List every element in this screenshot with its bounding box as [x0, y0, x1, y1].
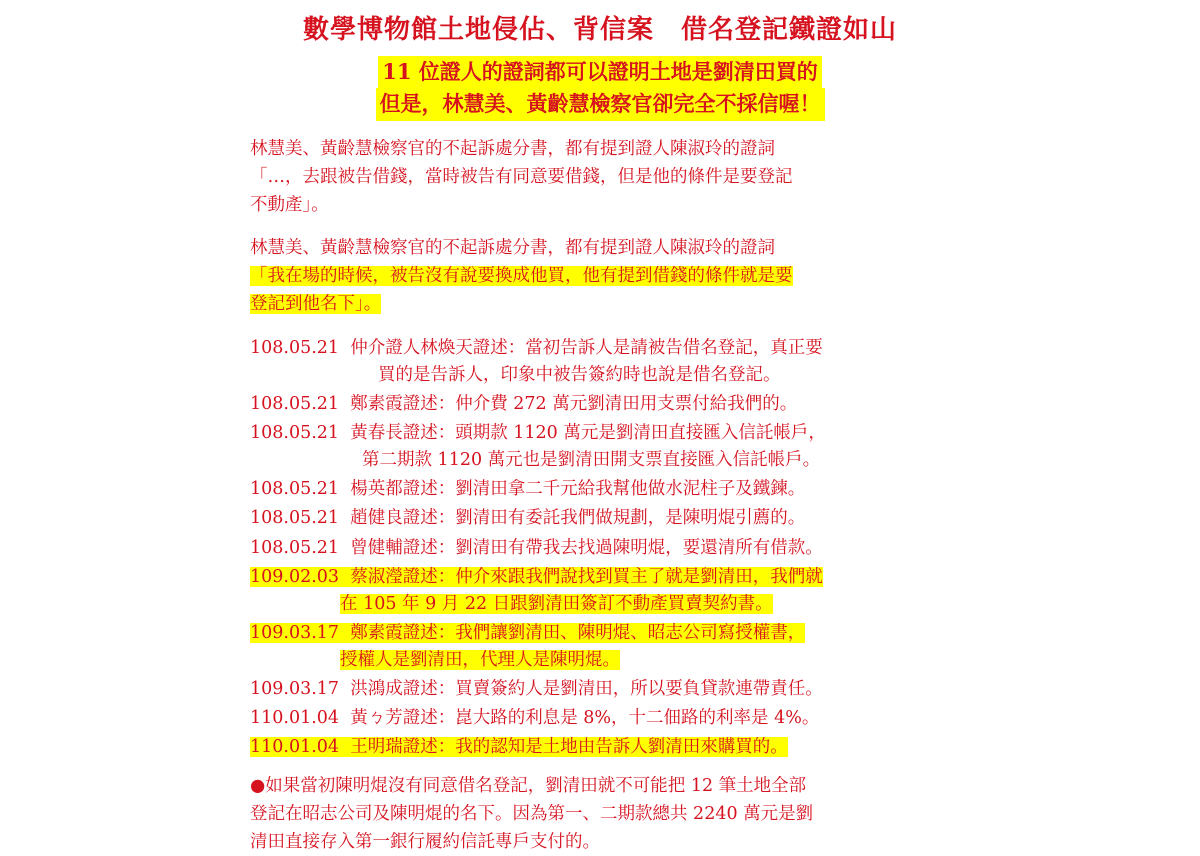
testimony-date: 109.03.17 [250, 622, 340, 643]
body-block [250, 135, 950, 856]
closing-line-2: 登記在昭志公司及陳明焜的名下。因為第一、二期款總共 2240 萬元是劉 [250, 803, 814, 824]
subtitle-block [0, 56, 1200, 121]
testimony-date: 110.01.04 [250, 708, 340, 729]
testimony-date: 108.05.21 [250, 537, 340, 558]
testimony-text: 鄭素霞證述：仲介費 272 萬元劉清田用支票付給我們的。 [350, 393, 798, 414]
testimony-date: 109.03.17 [250, 679, 340, 700]
page-title: 數學博物館土地侵佔、背信案 借名登記鐵證如山 [302, 15, 897, 45]
testimony-text: 仲介證人林煥天證述：當初告訴人是請被告借名登記，真正要 [350, 337, 823, 358]
testimony-text: 黃春長證述：頭期款 1120 萬元是劉清田直接匯入信託帳戶， [350, 423, 826, 444]
testimony-date: 108.05.21 [250, 337, 340, 358]
testimony-text: 曾健輔證述：劉清田有帶我去找過陳明焜，要還清所有借款。 [350, 537, 823, 558]
paragraph-2-line-1: 林慧美、黃齡慧檢察官的不起訴處分書，都有提到證人陳淑玲的證詞 [250, 237, 775, 258]
testimony-text: 王明瑞證述：我的認知是土地由告訴人劉清田來購買的。 [350, 737, 788, 758]
closing-line-1: ●如果當初陳明焜沒有同意借名登記，劉清田就不可能把 12 筆土地全部 [250, 775, 807, 796]
testimony-text: 鄭素霞證述：我們讓劉清田、陳明焜、昭志公司寫授權書， [350, 622, 806, 643]
closing-line-3: 清田直接存入第一銀行履約信託專戶支付的。 [250, 831, 600, 852]
testimony-date: 108.05.21 [250, 508, 340, 529]
testimony-text-cont: 第二期款 1120 萬元也是劉清田開支票直接匯入信託帳戶。 [362, 450, 821, 471]
list-item [250, 535, 950, 562]
testimony-text-cont: 在 105 年 9 月 22 日跟劉清田簽訂不動產買賣契約書。 [340, 593, 773, 614]
list-item [250, 734, 950, 761]
testimony-date: 108.05.21 [250, 479, 340, 500]
subtitle-line-1: 11 位證人的證詞都可以證明土地是劉清田買的 [378, 56, 822, 88]
paragraph-1-line-2: 「…，去跟被告借錢，當時被告有同意要借錢，但是他的條件是要登記 [250, 167, 793, 188]
list-item [250, 476, 950, 503]
document-page [0, 14, 1200, 852]
paragraph-2-line-2: 「我在場的時候，被告沒有說要換成他買，他有提到借錢的條件就是要 [250, 266, 793, 287]
testimony-date: 108.05.21 [250, 393, 340, 414]
list-item [250, 564, 950, 618]
testimony-date: 110.01.04 [250, 737, 340, 758]
list-item [250, 335, 950, 389]
testimony-text: 楊英都證述：劉清田拿二千元給我幫他做水泥柱子及鐵鍊。 [350, 479, 806, 500]
testimony-date: 109.02.03 [250, 566, 340, 587]
list-item [250, 705, 950, 732]
list-item [250, 676, 950, 703]
paragraph-2 [250, 234, 950, 319]
paragraph-2-line-3: 登記到他名下」。 [250, 294, 382, 315]
paragraph-1 [250, 135, 950, 220]
paragraph-1-line-1: 林慧美、黃齡慧檢察官的不起訴處分書，都有提到證人陳淑玲的證詞 [250, 138, 775, 159]
list-item [250, 505, 950, 532]
closing-paragraph [250, 772, 950, 856]
testimony-list [250, 335, 950, 762]
testimony-text: 趙健良證述：劉清田有委託我們做規劃，是陳明焜引薦的。 [350, 508, 806, 529]
testimony-date: 108.05.21 [250, 423, 340, 444]
testimony-text-cont: 買的是告訴人，印象中被告簽約時也說是借名登記。 [378, 364, 781, 385]
list-item [250, 420, 950, 474]
testimony-text: 蔡淑瀅證述：仲介來跟我們說找到買主了就是劉清田，我們就 [350, 566, 823, 587]
subtitle-line-2: 但是，林慧美、黃齡慧檢察官卻完全不採信喔！ [376, 88, 825, 120]
testimony-text-cont: 授權人是劉清田，代理人是陳明焜。 [340, 650, 620, 671]
list-item [250, 620, 950, 674]
paragraph-1-line-3: 不動產」。 [250, 195, 329, 216]
testimony-text: 洪鴻成證述：買賣簽約人是劉清田，所以要負貸款連帶責任。 [350, 679, 823, 700]
list-item [250, 391, 950, 418]
testimony-text: 黃ㄅ芳證述：崑大路的利息是 8%，十二佃路的利率是 4%。 [350, 708, 820, 729]
